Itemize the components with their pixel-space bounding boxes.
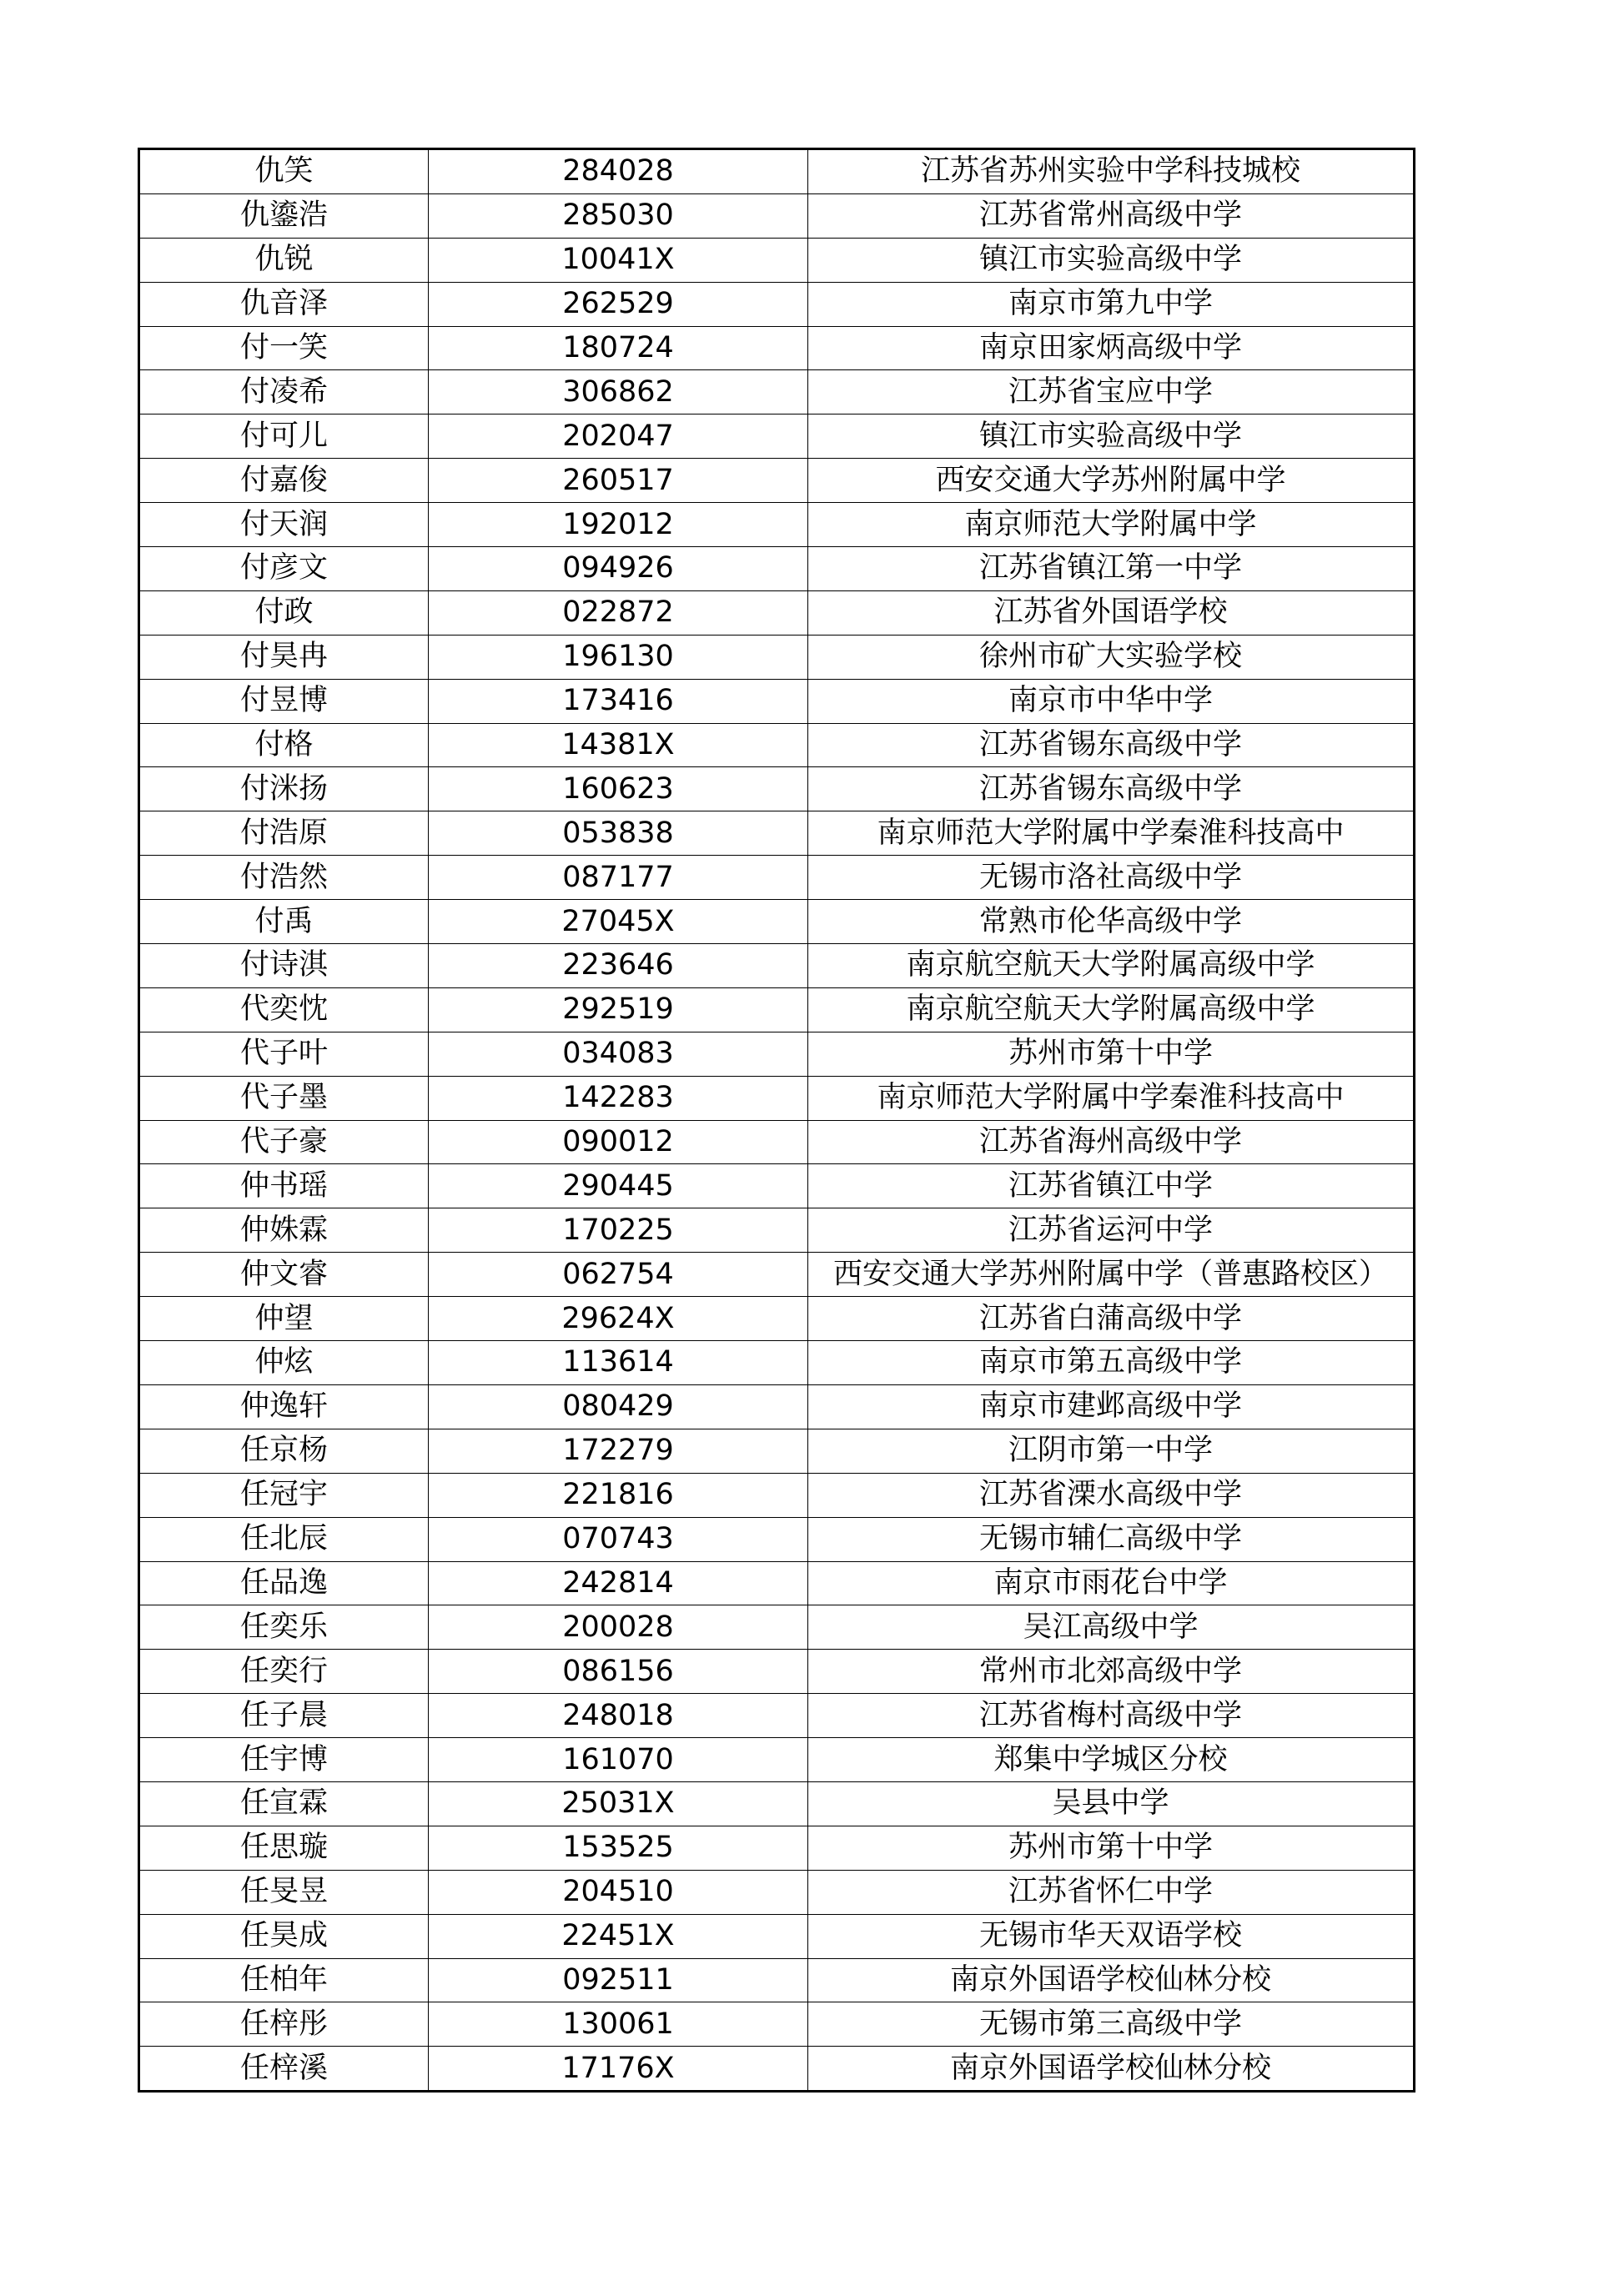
table-row [139,193,1415,238]
exam-id-cell: 153525 [429,1826,808,1870]
student-name-cell: 代子墨 [139,1076,429,1120]
student-name-cell: 任奕行 [139,1650,429,1694]
exam-id-cell: 285030 [429,193,808,238]
student-name-cell: 任北辰 [139,1517,429,1561]
school-name-cell: 镇江市实验高级中学 [808,414,1415,459]
school-name-cell: 西安交通大学苏州附属中学（普惠路校区） [808,1253,1415,1297]
exam-id-cell: 090012 [429,1120,808,1164]
school-name-cell: 江苏省外国语学校 [808,590,1415,635]
exam-id-cell: 062754 [429,1253,808,1297]
school-name-cell: 南京航空航天大学附属高级中学 [808,944,1415,988]
school-name-cell: 江苏省镇江第一中学 [808,547,1415,591]
exam-id-cell: 14381X [429,723,808,767]
student-name-cell: 任思璇 [139,1826,429,1870]
school-name-cell: 无锡市洛社高级中学 [808,856,1415,900]
school-name-cell: 江苏省锡东高级中学 [808,767,1415,811]
school-name-cell: 南京田家炳高级中学 [808,326,1415,370]
table-row [139,1561,1415,1605]
student-name-cell: 付天润 [139,503,429,547]
exam-id-cell: 080429 [429,1384,808,1429]
exam-id-cell: 27045X [429,900,808,944]
student-name-cell: 仇笑 [139,149,429,194]
school-name-cell: 江苏省锡东高级中学 [808,723,1415,767]
exam-id-cell: 17176X [429,2047,808,2092]
student-name-cell: 仲炫 [139,1341,429,1385]
school-name-cell: 江苏省白蒲高级中学 [808,1297,1415,1341]
table-row [139,1473,1415,1517]
student-name-cell: 付政 [139,590,429,635]
student-name-cell: 付可儿 [139,414,429,459]
student-name-cell: 任冠宇 [139,1473,429,1517]
student-name-cell: 仇锐 [139,238,429,282]
school-name-cell: 江苏省梅村高级中学 [808,1694,1415,1738]
student-name-cell: 仇音泽 [139,282,429,326]
exam-id-cell: 160623 [429,767,808,811]
student-name-cell: 任梓彤 [139,2002,429,2047]
exam-id-cell: 130061 [429,2002,808,2047]
table-row [139,590,1415,635]
student-name-cell: 付格 [139,723,429,767]
school-name-cell: 南京师范大学附属中学 [808,503,1415,547]
exam-id-cell: 25031X [429,1781,808,1826]
exam-id-cell: 200028 [429,1605,808,1650]
student-name-cell: 任品逸 [139,1561,429,1605]
student-name-cell: 任子晨 [139,1694,429,1738]
table-row [139,459,1415,503]
table-row [139,326,1415,370]
school-name-cell: 南京市雨花台中学 [808,1561,1415,1605]
table-row [139,238,1415,282]
table-row [139,1517,1415,1561]
school-name-cell: 南京市第五高级中学 [808,1341,1415,1385]
student-name-cell: 付一笑 [139,326,429,370]
exam-id-cell: 29624X [429,1297,808,1341]
table-row [139,1826,1415,1870]
table-body [139,149,1415,2092]
student-name-cell: 付洣扬 [139,767,429,811]
student-name-cell: 任昊成 [139,1914,429,1958]
student-name-cell: 任旻昱 [139,1870,429,1914]
exam-id-cell: 034083 [429,1032,808,1076]
student-name-cell: 任京杨 [139,1429,429,1473]
school-name-cell: 江阴市第一中学 [808,1429,1415,1473]
school-name-cell: 常熟市伦华高级中学 [808,900,1415,944]
student-name-cell: 代子豪 [139,1120,429,1164]
exam-id-cell: 202047 [429,414,808,459]
school-name-cell: 南京师范大学附属中学秦淮科技高中 [808,811,1415,856]
student-name-cell: 付彦文 [139,547,429,591]
table-row [139,1429,1415,1473]
school-name-cell: 南京市第九中学 [808,282,1415,326]
student-list-table [138,148,1415,2093]
student-name-cell: 任奕乐 [139,1605,429,1650]
table-row [139,1253,1415,1297]
table-row [139,679,1415,723]
student-name-cell: 任梓溪 [139,2047,429,2092]
exam-id-cell: 142283 [429,1076,808,1120]
school-name-cell: 郑集中学城区分校 [808,1738,1415,1782]
table-row [139,547,1415,591]
exam-id-cell: 204510 [429,1870,808,1914]
student-name-cell: 付浩原 [139,811,429,856]
student-name-cell: 付昱博 [139,679,429,723]
school-name-cell: 南京师范大学附属中学秦淮科技高中 [808,1076,1415,1120]
student-name-cell: 付浩然 [139,856,429,900]
school-name-cell: 无锡市辅仁高级中学 [808,1517,1415,1561]
exam-id-cell: 113614 [429,1341,808,1385]
exam-id-cell: 170225 [429,1208,808,1253]
exam-id-cell: 196130 [429,635,808,679]
school-name-cell: 常州市北郊高级中学 [808,1650,1415,1694]
table-row [139,2002,1415,2047]
exam-id-cell: 221816 [429,1473,808,1517]
exam-id-cell: 172279 [429,1429,808,1473]
exam-id-cell: 242814 [429,1561,808,1605]
student-name-cell: 付昊冉 [139,635,429,679]
table-row [139,149,1415,194]
table-row [139,987,1415,1032]
exam-id-cell: 053838 [429,811,808,856]
school-name-cell: 无锡市第三高级中学 [808,2002,1415,2047]
school-name-cell: 江苏省怀仁中学 [808,1870,1415,1914]
table-row [139,900,1415,944]
table-row [139,1870,1415,1914]
student-name-cell: 仲书瑶 [139,1164,429,1208]
table-row [139,1164,1415,1208]
table-row [139,635,1415,679]
table-row [139,1032,1415,1076]
school-name-cell: 南京市中华中学 [808,679,1415,723]
school-name-cell: 南京航空航天大学附属高级中学 [808,987,1415,1032]
table-row [139,1694,1415,1738]
exam-id-cell: 306862 [429,370,808,414]
exam-id-cell: 086156 [429,1650,808,1694]
school-name-cell: 江苏省宝应中学 [808,370,1415,414]
table-row [139,856,1415,900]
student-name-cell: 任宣霖 [139,1781,429,1826]
school-name-cell: 江苏省苏州实验中学科技城校 [808,149,1415,194]
school-name-cell: 西安交通大学苏州附属中学 [808,459,1415,503]
exam-id-cell: 262529 [429,282,808,326]
school-name-cell: 江苏省镇江中学 [808,1164,1415,1208]
table-row [139,1914,1415,1958]
table-row [139,1297,1415,1341]
table-row [139,1341,1415,1385]
student-name-cell: 付嘉俊 [139,459,429,503]
table-row [139,1384,1415,1429]
exam-id-cell: 180724 [429,326,808,370]
table-row [139,282,1415,326]
table-row [139,723,1415,767]
student-name-cell: 代子叶 [139,1032,429,1076]
table-row [139,1738,1415,1782]
exam-id-cell: 292519 [429,987,808,1032]
exam-id-cell: 070743 [429,1517,808,1561]
table-row [139,1958,1415,2002]
school-name-cell: 江苏省溧水高级中学 [808,1473,1415,1517]
table-row [139,1650,1415,1694]
table-row [139,2047,1415,2092]
school-name-cell: 镇江市实验高级中学 [808,238,1415,282]
table-row [139,944,1415,988]
school-name-cell: 苏州市第十中学 [808,1032,1415,1076]
table-row [139,1208,1415,1253]
table-row [139,1605,1415,1650]
table-row [139,503,1415,547]
school-name-cell: 江苏省海州高级中学 [808,1120,1415,1164]
student-name-cell: 仲逸轩 [139,1384,429,1429]
school-name-cell: 苏州市第十中学 [808,1826,1415,1870]
student-name-cell: 仲望 [139,1297,429,1341]
table-row [139,1076,1415,1120]
exam-id-cell: 284028 [429,149,808,194]
student-name-cell: 仲姝霖 [139,1208,429,1253]
exam-id-cell: 161070 [429,1738,808,1782]
table-row [139,414,1415,459]
student-name-cell: 代奕忱 [139,987,429,1032]
student-name-cell: 付诗淇 [139,944,429,988]
student-name-cell: 仲文睿 [139,1253,429,1297]
exam-id-cell: 173416 [429,679,808,723]
school-name-cell: 江苏省常州高级中学 [808,193,1415,238]
exam-id-cell: 094926 [429,547,808,591]
school-name-cell: 吴江高级中学 [808,1605,1415,1650]
student-name-cell: 付禹 [139,900,429,944]
table-row [139,1120,1415,1164]
school-name-cell: 徐州市矿大实验学校 [808,635,1415,679]
school-name-cell: 无锡市华天双语学校 [808,1914,1415,1958]
table-row [139,767,1415,811]
exam-id-cell: 290445 [429,1164,808,1208]
exam-id-cell: 223646 [429,944,808,988]
exam-id-cell: 192012 [429,503,808,547]
exam-id-cell: 248018 [429,1694,808,1738]
student-name-cell: 仇鎏浩 [139,193,429,238]
exam-id-cell: 260517 [429,459,808,503]
exam-id-cell: 092511 [429,1958,808,2002]
school-name-cell: 江苏省运河中学 [808,1208,1415,1253]
exam-id-cell: 022872 [429,590,808,635]
table-row [139,1781,1415,1826]
school-name-cell: 吴县中学 [808,1781,1415,1826]
student-name-cell: 付凌希 [139,370,429,414]
student-name-cell: 任柏年 [139,1958,429,2002]
exam-id-cell: 22451X [429,1914,808,1958]
table-row [139,811,1415,856]
school-name-cell: 南京外国语学校仙林分校 [808,2047,1415,2092]
exam-id-cell: 087177 [429,856,808,900]
student-name-cell: 任宇博 [139,1738,429,1782]
school-name-cell: 南京市建邺高级中学 [808,1384,1415,1429]
table-row [139,370,1415,414]
school-name-cell: 南京外国语学校仙林分校 [808,1958,1415,2002]
exam-id-cell: 10041X [429,238,808,282]
